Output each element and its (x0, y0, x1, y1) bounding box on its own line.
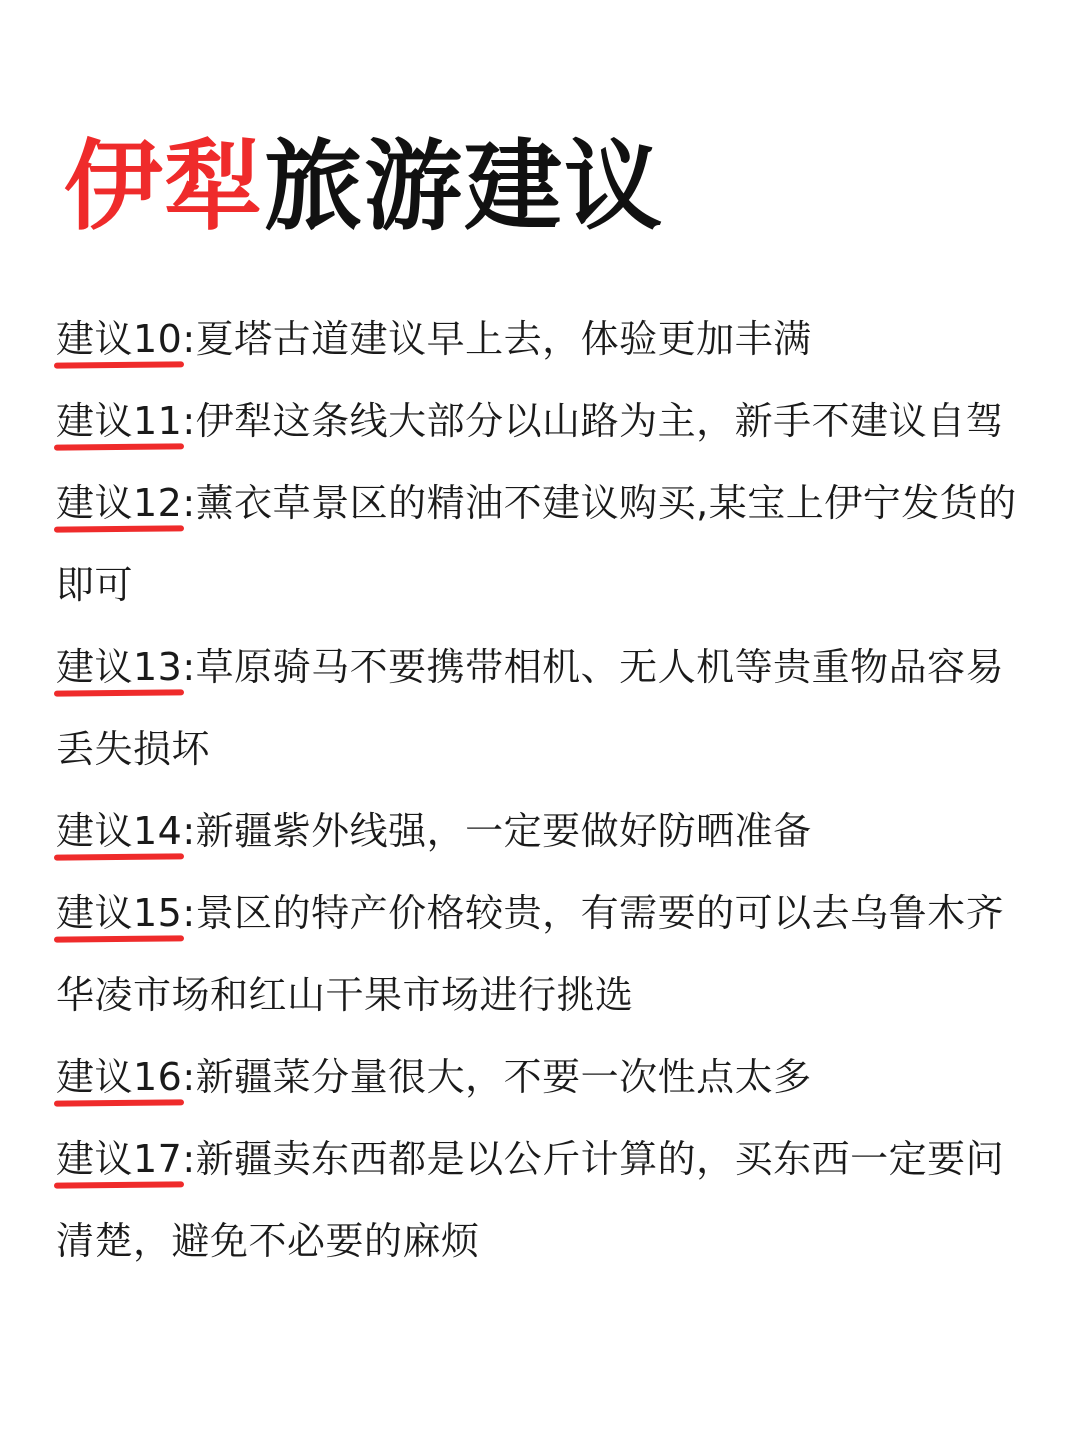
tip-item-12 (56, 462, 1026, 626)
tip-label: 建议16 (56, 1036, 182, 1118)
tip-text: :薰衣草景区的精油不建议购买,某宝上伊宁发货的即可 (56, 481, 1017, 607)
tip-text: :夏塔古道建议早上去，体验更加丰满 (182, 317, 812, 361)
tip-item-15 (56, 872, 1026, 1036)
tip-text: :草原骑马不要携带相机、无人机等贵重物品容易丢失损坏 (56, 645, 1005, 771)
tip-item-13 (56, 626, 1026, 790)
tip-label: 建议12 (56, 462, 182, 544)
tip-item-11 (56, 380, 1026, 462)
tip-item-16 (56, 1036, 1026, 1118)
tips-list (56, 298, 1026, 1282)
tip-label: 建议17 (56, 1118, 182, 1200)
tip-text: :伊犁这条线大部分以山路为主，新手不建议自驾 (182, 399, 1005, 443)
tip-label: 建议14 (56, 790, 182, 872)
tip-label: 建议11 (56, 380, 182, 462)
tip-label: 建议15 (56, 872, 182, 954)
title-accent: 伊犁 (64, 130, 265, 244)
tip-item-14 (56, 790, 1026, 872)
tip-text: :景区的特产价格较贵，有需要的可以去乌鲁木齐华凌市场和红山干果市场进行挑选 (56, 891, 1005, 1017)
tip-text: :新疆菜分量很大，不要一次性点太多 (182, 1055, 812, 1099)
tip-text: :新疆卖东西都是以公斤计算的，买东西一定要问清楚，避免不必要的麻烦 (56, 1137, 1005, 1263)
page-title (64, 128, 664, 246)
title-main: 旅游建议 (264, 130, 665, 244)
tip-label: 建议10 (56, 298, 182, 380)
tip-text: :新疆紫外线强，一定要做好防晒准备 (182, 809, 812, 853)
tip-label: 建议13 (56, 626, 182, 708)
tip-item-10 (56, 298, 1026, 380)
tip-item-17 (56, 1118, 1026, 1282)
